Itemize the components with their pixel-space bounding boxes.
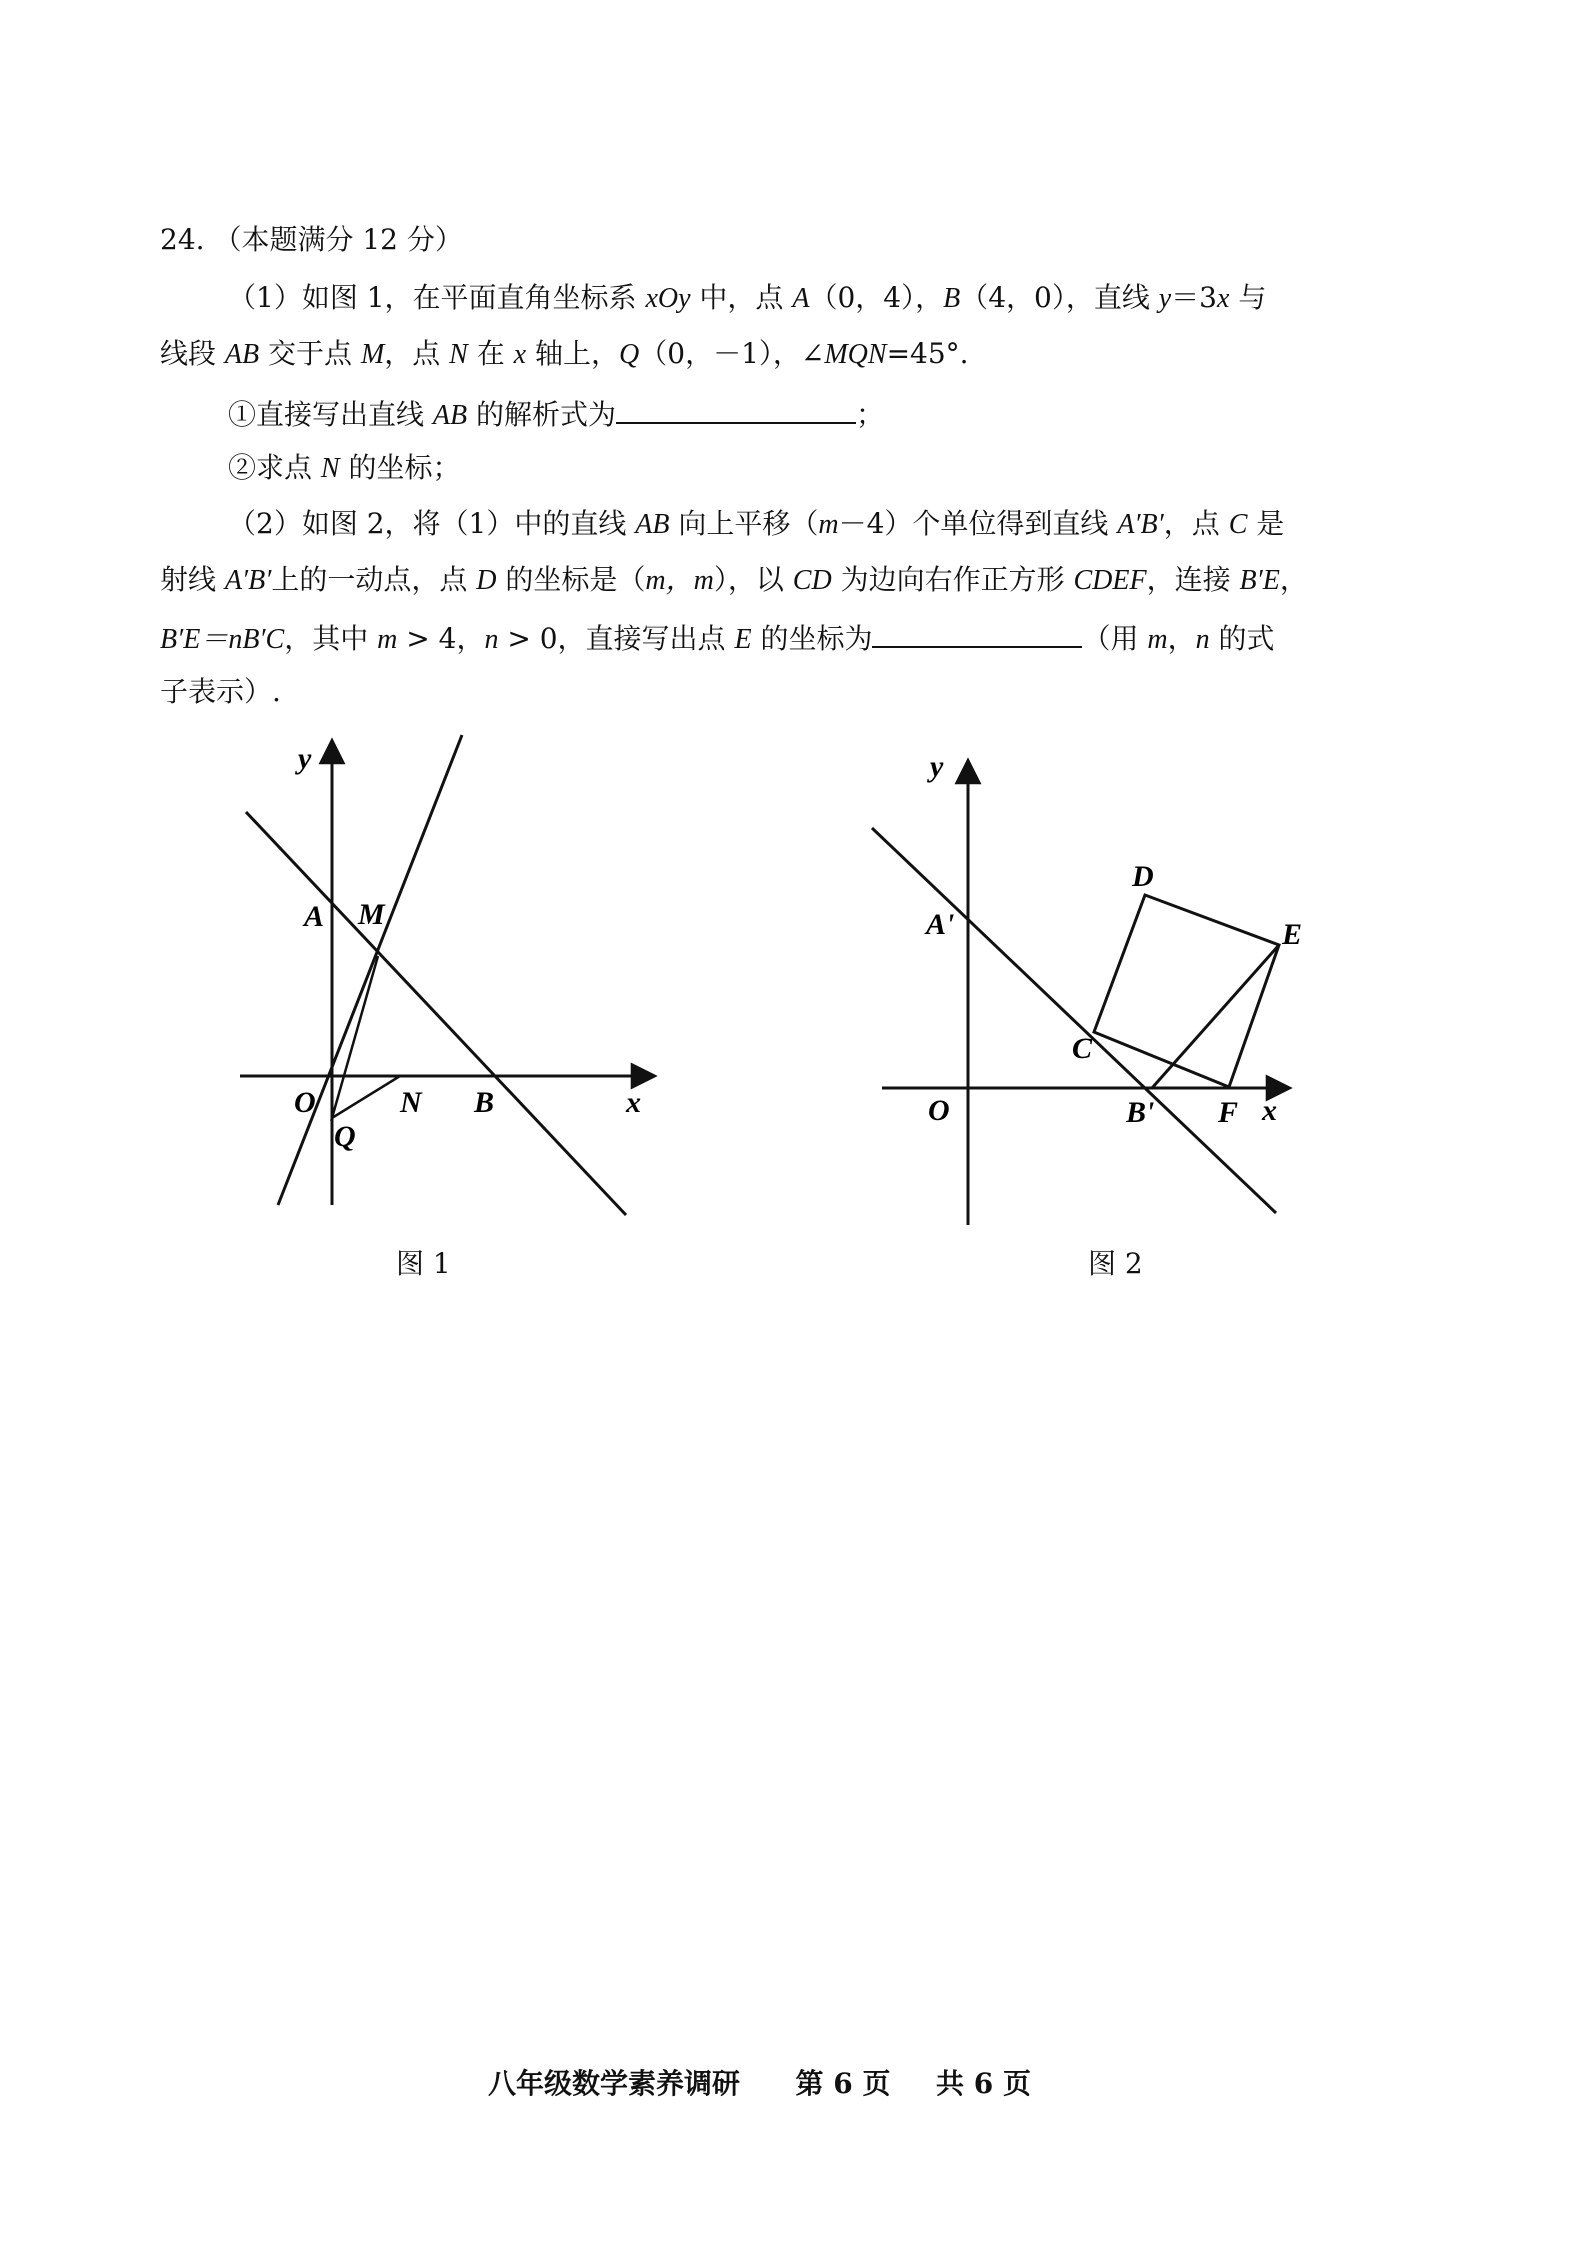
paragraph-6: 子表示）. (160, 675, 281, 708)
label-y: y (298, 742, 312, 775)
line-a-prime-b-prime (872, 828, 1276, 1213)
figure-2 (860, 740, 1320, 1240)
question-number: 24. (160, 223, 205, 256)
paragraph-5: B′E＝nB′C，其中 m > 4，n > 0，直接写出点 E 的坐标为 （用 m，n 的式 (160, 616, 1275, 660)
paragraph-2: 线段 AB 交于点 M，点 N 在 x 轴上，Q（0，－1），∠MQN=45°. (160, 337, 969, 370)
label-y: y (930, 750, 944, 783)
sub-question-2: ②求点 N 的坐标； (228, 451, 461, 484)
figure-2-caption: 图 2 (1088, 1247, 1143, 1280)
label-n: N (400, 1086, 422, 1119)
question-header (160, 220, 463, 260)
figure-1-caption: 图 1 (396, 1247, 451, 1280)
figure-1 (200, 720, 700, 1240)
label-e: E (1282, 918, 1303, 951)
page-footer (488, 2062, 1031, 2102)
footer-total: 共 6 页 (936, 2067, 1031, 2100)
paragraph-3: （2）如图 2，将（1）中的直线 AB 向上平移（m－4）个单位得到直线 A′B′，点 C 是 (228, 507, 1285, 540)
question-score: （本题满分 12 分） (213, 223, 463, 256)
label-x: x (1262, 1094, 1277, 1127)
line-ab (246, 812, 626, 1215)
label-q: Q (334, 1120, 356, 1153)
label-x: x (626, 1086, 641, 1119)
footer-page: 第 6 页 (795, 2067, 891, 2100)
label-b: B (474, 1086, 495, 1119)
paragraph-4: 射线 A′B′上的一动点，点 D 的坐标是（m，m），以 CD 为边向右作正方形 CDEF，连接 B′E， (160, 563, 1308, 596)
answer-blank-2[interactable] (872, 616, 1082, 648)
paragraph-1: （1）如图 1，在平面直角坐标系 xOy 中，点 A（0，4），B（4，0），直线 y＝3x 与 (228, 281, 1267, 314)
label-o: O (294, 1086, 316, 1119)
line-y-3x (278, 735, 462, 1205)
segment-b-prime-e (1152, 945, 1279, 1088)
label-f: F (1218, 1096, 1239, 1129)
label-a-prime: A' (926, 908, 955, 941)
label-o: O (928, 1094, 950, 1127)
answer-blank-1[interactable] (616, 392, 856, 424)
footer-title: 八年级数学素养调研 (488, 2067, 741, 2100)
label-c: C (1072, 1032, 1093, 1065)
square-cdef (1094, 895, 1279, 1087)
label-b-prime: B' (1126, 1096, 1155, 1129)
sub-question-1: ①直接写出直线 AB 的解析式为 ； (228, 392, 884, 436)
label-m: M (358, 898, 385, 931)
label-a: A (304, 900, 325, 933)
label-d: D (1132, 860, 1154, 893)
